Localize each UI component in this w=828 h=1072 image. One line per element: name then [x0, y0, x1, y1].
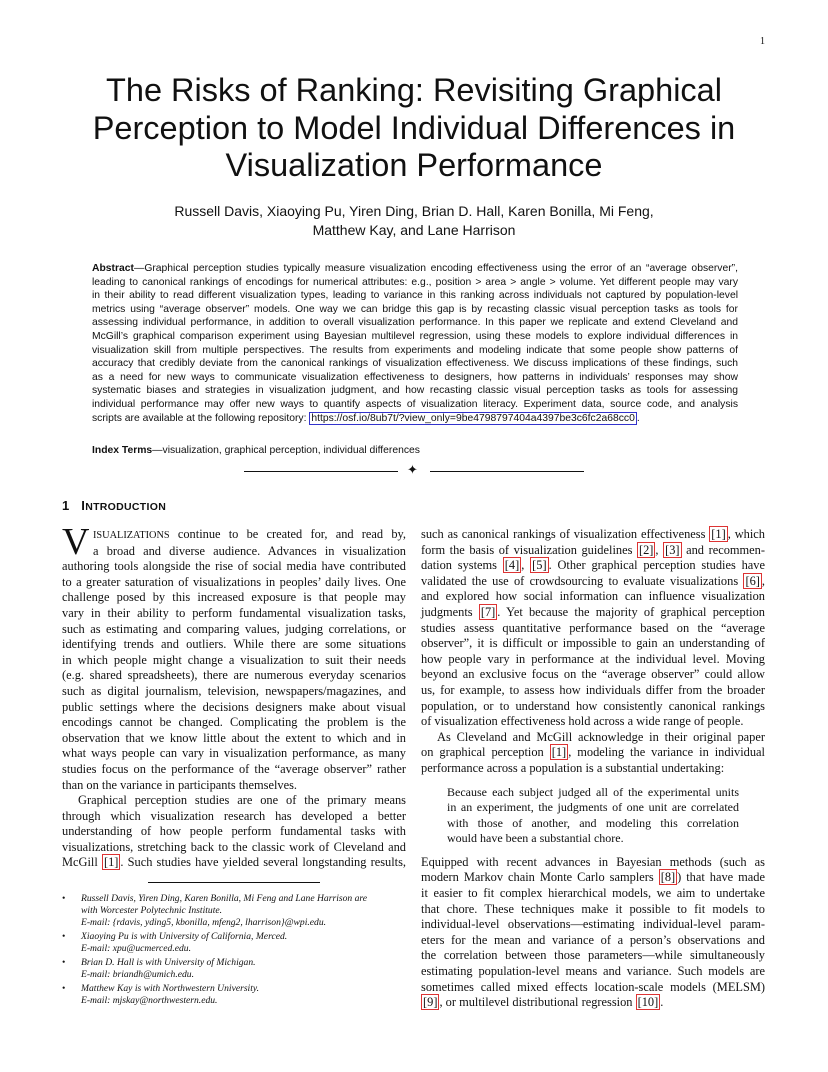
- paragraph-line: Graphical perception studies are one of the primary means: [78, 793, 406, 808]
- paragraph-line: public settings where the decisions designers make about visual: [62, 699, 406, 714]
- abstract-line: metrics using “average observer” models. One way we can bridge this gap is by recasting classic visual perception tasks as tools for: [92, 303, 738, 315]
- citation-link[interactable]: [3]: [665, 542, 680, 557]
- paragraph-line: it easier to fit complex hierarchical models, we aim to undertake: [421, 886, 765, 901]
- paragraph-line: the correlation between those parameters—while simultaneously: [421, 948, 765, 963]
- index-terms-text: —visualization, graphical perception, individual differences: [152, 445, 420, 456]
- paragraph-line: (e.g. shared spreadsheets), there are numerous everyday scenarios: [62, 668, 406, 683]
- repository-link[interactable]: https://osf.io/8ub7t/?view_only=9be4798797404a4397be3c6fc2a68cc0: [311, 412, 635, 424]
- footnote-line: E-mail: {rdavis, yding5, kbonilla, mfeng2, lharrison}@wpi.edu.: [81, 917, 327, 928]
- title-line: Perception to Model Individual Differences in: [92, 109, 736, 146]
- section-number: 1: [62, 498, 70, 513]
- index-terms-label: Index Terms: [92, 445, 153, 456]
- diamond-star-icon: ✦: [407, 462, 418, 477]
- abstract-line: in their ability to read different visualization types, leading to variance in this ranking across individuals not captured by population-level: [92, 290, 738, 302]
- abstract-label: Abstract: [92, 263, 134, 274]
- paragraph-line: a broad and diverse audience. Advances in visualization: [93, 543, 406, 558]
- paragraph-line: challenge posed by this increased exposure is that people may: [62, 590, 406, 605]
- footnote-rule: [148, 882, 320, 883]
- paragraph-line: individual-level observations—estimating individual-level param-: [421, 917, 765, 932]
- quote-line: Because each subject judged all of the experimental units: [447, 784, 739, 799]
- paragraph-line: that chore. These techniques make it possible to fit models to: [421, 901, 765, 916]
- block-quote: [447, 785, 739, 847]
- citation-link[interactable]: [10]: [637, 995, 659, 1010]
- abstract-line: systematic biases and strategies in visualization judgment, and how recasting classic visual perception tasks as tools for assessing: [92, 385, 738, 397]
- paragraph-line: modern Markov chain Monte Carlo samplers [8] ) that have made: [421, 870, 765, 885]
- author-affiliation-footnotes: [62, 893, 408, 1009]
- paragraph-line: such as canonical rankings of visualization effectiveness [1] , which: [421, 527, 765, 541]
- small-caps-word: ISUALIZATIONS: [93, 530, 170, 541]
- paragraph-line: vary in their ability to perform fundamental visualization tasks,: [62, 605, 406, 620]
- paper-title: [60, 72, 768, 185]
- abstract-line: individual performance may offer new ways to quantify aspects of visualization literacy. Experiment data, source code, and analysis: [92, 398, 738, 410]
- divider-rule-left: [244, 471, 398, 472]
- paragraph-line: such as estimating and comparing values, judging correlations, or: [62, 621, 406, 636]
- divider-rule-right: [430, 471, 584, 472]
- paragraph-line: visualizations, stretching back to the classic work of Cleveland and: [62, 839, 406, 854]
- footnote-line: • Russell Davis, Yiren Ding, Karen Bonilla, Mi Feng and Lane Harrison are: [81, 893, 368, 904]
- section-title-rest: NTRODUCTION: [85, 501, 167, 513]
- citation-link[interactable]: [5]: [532, 558, 547, 573]
- paragraph-line: observer”, it is difficult or impossible to gain an understanding of: [421, 636, 765, 651]
- paragraph-line: eters for the mean and variance of a person’s observations and: [421, 932, 765, 947]
- citation-link[interactable]: [9]: [423, 995, 438, 1010]
- section-divider: [244, 464, 584, 478]
- paragraph-line: how people vary in performance at the individual level. Moving: [421, 651, 765, 666]
- paragraph-line: beyond an exclusive focus on the “average observer” could allow: [421, 667, 765, 682]
- paragraph-line: McGill [1] . Such studies have yielded several longstanding results,: [62, 855, 407, 870]
- paragraph-line: As Cleveland and McGill acknowledge in their original paper: [437, 729, 765, 744]
- citation-link[interactable]: [1]: [711, 527, 726, 541]
- citation-link[interactable]: [7]: [480, 604, 496, 619]
- paragraph-line: and explored how social information can influence visualization: [421, 589, 765, 604]
- paragraph-line: us, for example, to assess how individuals differ from the broader: [421, 682, 765, 697]
- paragraph-line: [9] , or multilevel distributional regression [10] .: [423, 995, 664, 1010]
- citation-link[interactable]: [2]: [638, 542, 654, 557]
- paragraph-line: observation that we know little about the extent to which and in: [62, 730, 406, 745]
- paragraph-line: estimating population-level means and variance. Such models are: [421, 964, 765, 979]
- paragraph-line: on graphical perception [1] , modeling the variance in individual: [421, 745, 765, 760]
- footnote-line: E-mail: briandh@umich.edu.: [81, 969, 195, 980]
- footnote-line: with Worcester Polytechnic Institute.: [81, 905, 223, 916]
- abstract-line: visualization skill from multiple perspectives. The results from experiments and modeling indicate that some people show patterns of: [92, 344, 738, 356]
- page-number: 1: [760, 36, 765, 47]
- author-line: Russell Davis, Xiaoying Pu, Yiren Ding, Brian D. Hall, Karen Bonilla, Mi Feng,: [174, 203, 654, 219]
- title-line: Visualization Performance: [225, 147, 603, 183]
- section-heading: [62, 498, 166, 513]
- drop-cap: V: [62, 521, 90, 563]
- citation-link[interactable]: [8]: [660, 870, 676, 885]
- citation-link[interactable]: [1]: [103, 855, 119, 870]
- quote-line: with those of another, and modeling this correlation: [447, 815, 739, 830]
- paragraph-line: authoring tools alongside the rise of social media have contributed: [62, 559, 406, 574]
- paragraph-line: in which people might change a visualization to suit their needs: [62, 652, 406, 667]
- paragraph-line: identifying trends and outliers. While there are some situations: [62, 637, 406, 652]
- paragraph-line: through which visualization research has developed a better: [62, 808, 406, 823]
- author-line: Matthew Kay, and Lane Harrison: [312, 222, 516, 238]
- paragraph-line: such as digital journalism, television, newspapers/magazines, and: [62, 683, 406, 698]
- paragraph-line: to a greater saturation of visualizations in peoples’ daily lives. One: [62, 574, 406, 589]
- paragraph-line: understanding of how people perform fundamental tasks with: [62, 824, 406, 839]
- abstract-line: leading to canonical rankings of encodings for numerical attributes: e.g., position > area > angle > volume. Yet different people may vary: [92, 276, 738, 288]
- footnote-item: [62, 983, 408, 1007]
- paragraph-line: Equipped with recent advances in Bayesian methods (such as: [421, 854, 765, 869]
- body-column-right: [421, 527, 765, 1011]
- footnote-line: E-mail: xpu@ucmerced.edu.: [81, 943, 191, 954]
- author-list: [90, 202, 738, 240]
- paragraph-line: dation systems [4] , [5] . Other graphical perception studies have: [421, 558, 765, 573]
- abstract-line: scripts are available at the following repository: https://osf.io/8ub7t/?view_only=9be4798797404a4397be3c6fc2a68cc0 .: [92, 412, 640, 424]
- citation-link[interactable]: [4]: [504, 558, 520, 573]
- quote-line: would have been a substantial chore.: [447, 831, 624, 846]
- paragraph-line: ISUALIZATIONS continue to be created for, and read by,: [93, 527, 406, 541]
- paragraph-line: of visualization effectiveness hold across a wide range of people.: [421, 714, 744, 729]
- citation-link[interactable]: [1]: [551, 745, 567, 760]
- section-initial: I: [81, 498, 86, 513]
- paragraph-line: studies focus on the performance of the “average observer” rather: [62, 761, 406, 776]
- abstract-line: accuracy that credibly deviate from the canonical rankings of visualization effectiveness. We discuss implications of these findings, such: [92, 358, 738, 370]
- body-column-left: [62, 521, 407, 871]
- abstract-line: as a need for new ways to communicate visualization effectiveness to designers, how patterns in individuals’ responses may show: [92, 371, 738, 383]
- abstract: [92, 262, 738, 425]
- abstract-line: McGill’s graphical comparison experiment using Bayesian multilevel regression, using these models to explore individual differences in: [92, 330, 738, 342]
- footnote-item: [62, 893, 408, 929]
- paragraph-line: validated the use of crowdsourcing to evaluate visualizations [6] ,: [421, 573, 765, 588]
- paragraph-line: population, or to understand how consistently canonical rankings: [421, 698, 765, 713]
- paragraph-line: form the basis of visualization guidelines [2] , [3] and recommen-: [421, 542, 765, 557]
- citation-link[interactable]: [6]: [745, 573, 760, 588]
- abstract-line: assessing individual performance, in addition to overall visualization performance. In this paper we replicate and extend Cleveland and: [92, 317, 738, 329]
- paragraph-line: what ways people can vary in visualization performance, as many: [62, 746, 406, 761]
- footnote-line: • Xiaoying Pu is with University of California, Merced.: [81, 931, 288, 942]
- paragraph-line: performance across a population is a substantial undertaking:: [421, 760, 725, 775]
- title-line: The Risks of Ranking: Revisiting Graphical: [106, 72, 722, 108]
- footnote-item: [62, 931, 408, 955]
- quote-line: in an experiment, the judgments of one unit are correlated: [447, 800, 739, 815]
- footnote-item: [62, 957, 408, 981]
- paragraph-line: than on the variance in participants themselves.: [62, 777, 297, 792]
- abstract-line: Abstract—Graphical perception studies typically measure visualization encoding effectiveness using the error of an “average observer”,: [92, 263, 738, 274]
- index-terms: [92, 445, 420, 456]
- paragraph-line: judgments [7] . Yet because the majority of graphical perception: [421, 604, 765, 619]
- paragraph-line: sometimes called mixed effects location-scale models (MELSM): [421, 979, 765, 994]
- paragraph-line: encodings cannot be changed. Complicating the problem is the: [62, 715, 406, 730]
- footnote-line: • Brian D. Hall is with University of Michigan.: [81, 957, 256, 968]
- paragraph-line: studies assess quantitative performance based on the “average: [421, 620, 765, 635]
- footnote-line: E-mail: mjskay@northwestern.edu.: [81, 995, 218, 1006]
- footnote-line: • Matthew Kay is with Northwestern University.: [81, 983, 260, 994]
